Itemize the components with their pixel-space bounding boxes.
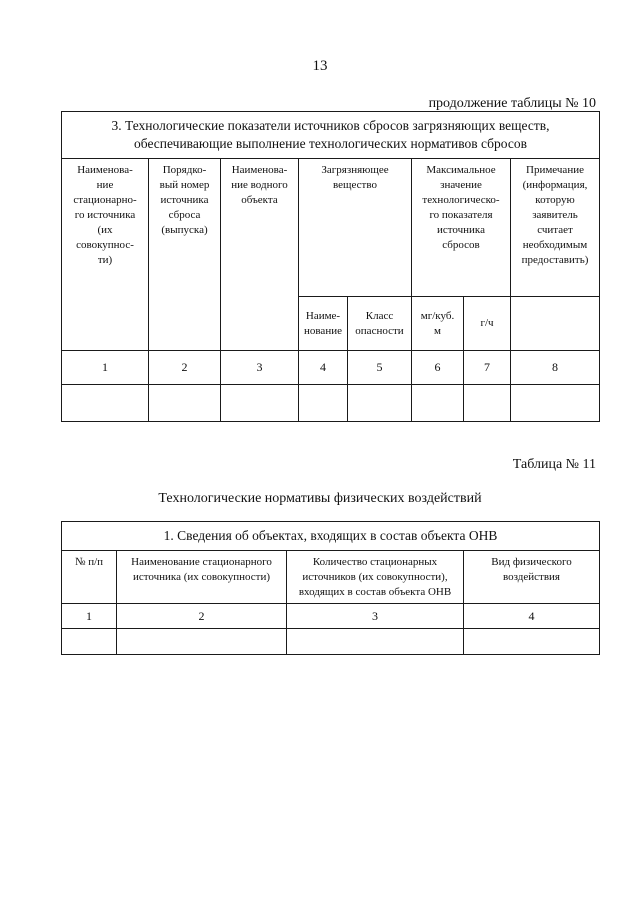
table10-empty-row: [62, 385, 600, 422]
table10-continuation-label: продолжение таблицы № 10: [428, 96, 596, 111]
table-cell-empty: [464, 629, 600, 655]
table-11: [61, 521, 600, 655]
table10-subheader-mg-per-m3: [412, 297, 464, 351]
cell-text-line: заявитель: [532, 209, 578, 221]
table10-column-number: 1: [62, 351, 149, 385]
table10-subheader-empty: [511, 297, 600, 351]
table-cell-empty: [62, 385, 149, 422]
page-number: 13: [312, 58, 328, 74]
table-cell-empty: [299, 385, 348, 422]
cell-text-line: го источника: [74, 209, 136, 221]
cell-text-line: предоставить): [521, 254, 589, 266]
cell-text-line: ние водного: [231, 179, 288, 191]
cell-text-line: вый номер: [159, 179, 210, 191]
table10-header-pollutant: [299, 159, 412, 297]
table10-column-number: 7: [464, 351, 511, 385]
table10-column-number: 5: [348, 351, 412, 385]
cell-text-line: мг/куб.: [420, 309, 455, 322]
table-cell-empty: [464, 385, 511, 422]
cell-text-line: Порядко-: [162, 164, 207, 176]
table10-subheader-hazard-class: [348, 297, 412, 351]
cell-text-line: м: [434, 324, 441, 337]
cell-text-line: го показателя: [429, 209, 493, 221]
table10-column-number: 3: [221, 351, 299, 385]
table11-column-number: 3: [287, 604, 464, 629]
cell-text-line: (их: [97, 224, 113, 236]
cell-text-line: которую: [535, 194, 575, 206]
table10-title: 3. Технологические показатели источников сбросов загрязняющих веществ, обеспечивающие выполнение технологических нормативов сбросов: [62, 112, 600, 159]
cell-text-line: ти): [97, 254, 113, 266]
table10-column-number: 4: [299, 351, 348, 385]
table-cell-empty: [221, 385, 299, 422]
table-cell-empty: [287, 629, 464, 655]
table-cell-empty: [62, 629, 117, 655]
cell-text-line: считает: [537, 224, 573, 236]
table10-header-water-body: [221, 159, 299, 351]
cell-text-line: стационарно-: [73, 194, 137, 206]
table11-header-impact-type: [464, 551, 600, 604]
cell-text-line: значение: [440, 179, 482, 191]
cell-text-line: сброса: [168, 209, 201, 221]
table10-header-source-name: [62, 159, 149, 351]
table11-column-number: 2: [117, 604, 287, 629]
cell-text-line: необходимым: [522, 239, 588, 251]
cell-text-line: ние: [96, 179, 114, 191]
cell-text-line: технологическо-: [422, 194, 500, 206]
table11-header-number: № п/п: [62, 551, 117, 604]
cell-text-line: (выпуска): [161, 224, 208, 236]
table-cell-empty: [412, 385, 464, 422]
table-cell-empty: [348, 385, 412, 422]
cell-text-line: Класс: [365, 309, 394, 322]
cell-text-line: опасности: [355, 324, 404, 337]
cell-text-line: входящих в состав объекта ОНВ: [298, 586, 452, 598]
cell-text-line: совокупнос-: [76, 239, 134, 251]
table11-title: Технологические нормативы физических воздействий: [158, 491, 482, 506]
table11-empty-row: [62, 629, 600, 655]
table-cell-empty: [117, 629, 287, 655]
table10-header-discharge-number: [149, 159, 221, 351]
cell-text-line: Количество стационарных: [312, 556, 438, 568]
table11-label: Таблица № 11: [512, 457, 596, 472]
cell-text-line: Примечание: [526, 164, 584, 176]
table11-header-source-name: [117, 551, 287, 604]
cell-text-line: Наименова-: [231, 164, 288, 176]
cell-text-line: Наиме-: [305, 309, 341, 322]
table10-column-number: 2: [149, 351, 221, 385]
table11-section-title: 1. Сведения об объектах, входящих в состав объекта ОНВ: [62, 522, 600, 551]
cell-text-line: источника: [436, 224, 485, 236]
table10-column-number: 8: [511, 351, 600, 385]
cell-text-line: Загрязняющее: [321, 164, 389, 176]
cell-text-line: нование: [304, 324, 342, 337]
cell-text-line: воздействия: [503, 571, 560, 583]
cell-text-line: объекта: [241, 194, 278, 206]
cell-text-line: Наименова-: [77, 164, 133, 176]
table11-column-number: 4: [464, 604, 600, 629]
cell-text-line: источника: [160, 194, 209, 206]
table-10: [61, 111, 600, 422]
cell-text-line: Вид физического: [491, 556, 572, 568]
cell-text-line: источников (их совокупности),: [302, 571, 448, 583]
cell-text-line: источника (их совокупности): [132, 571, 271, 583]
table10-subheader-g-per-h: г/ч: [464, 297, 511, 351]
table10-header-note: [511, 159, 600, 297]
cell-text-line: Наименование стационарного: [131, 556, 272, 568]
cell-text-line: сбросов: [442, 239, 480, 251]
cell-text-line: (информация,: [522, 179, 588, 191]
table11-header-source-count: [287, 551, 464, 604]
table10-column-number: 6: [412, 351, 464, 385]
table-cell-empty: [511, 385, 600, 422]
cell-text-line: вещество: [333, 179, 377, 191]
table10-subheader-pollutant-name: [299, 297, 348, 351]
cell-text-line: Максимальное: [426, 164, 496, 176]
table-cell-empty: [149, 385, 221, 422]
table10-header-max-value: [412, 159, 511, 297]
table11-column-number: 1: [62, 604, 117, 629]
